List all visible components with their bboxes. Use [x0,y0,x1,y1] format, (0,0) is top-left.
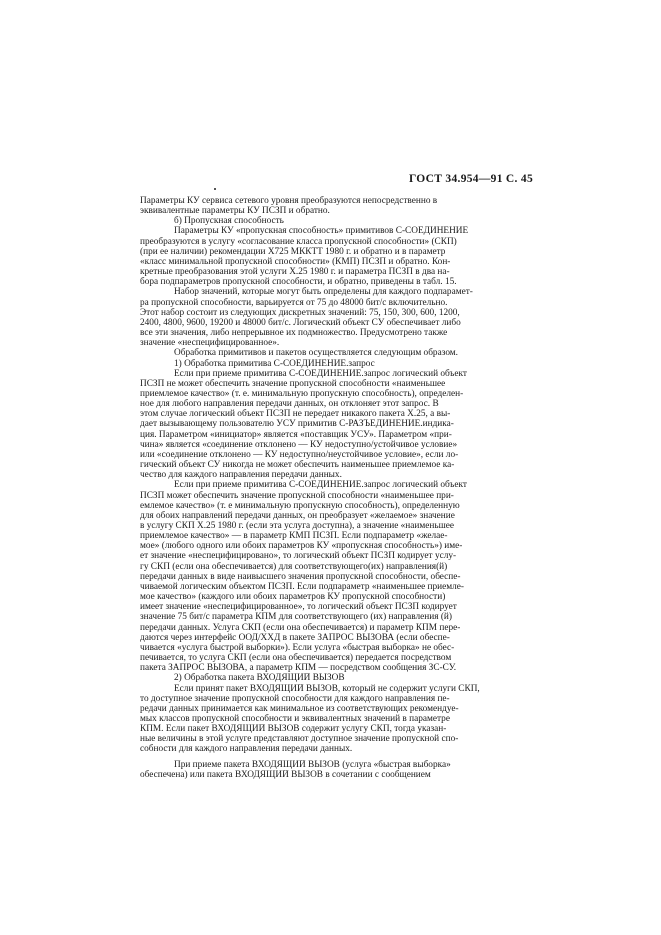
text-line: При приеме пакета ВХОДЯЩИЙ ВЫЗОВ (услуга «быстрая выборка» [174,759,451,770]
text-line: собности для каждого направления передачи данных. [140,744,353,755]
text-line: имеет значение «неспецифицированное», то логический объект ПСЗП кодирует [140,602,457,613]
text-line: гу СКП (если она обеспечивается) для соответствующего(их) направления(й) [140,561,448,572]
text-line: Параметры КУ «пропускная способность» примитивов С-СОЕДИНЕНИЕ [174,226,469,237]
text-line: 2400, 4800, 9600, 19200 и 48000 бит/с. Логический объект СУ обеспечивает либо [140,317,461,328]
text-line: ное для любого направления передачи данных, он отклоняет этот запрос. В [140,399,439,410]
text-line: приемлемое качество» (т. е. минимальную пропускную способность), определен- [140,388,464,399]
document-body [140,196,527,780]
text-line: эквивалентные параметры КУ ПСЗП и обратно. [140,206,330,217]
text-line: Если принят пакет ВХОДЯЩИЙ ВЫЗОВ, который не содержит услуги СКП, [174,683,480,694]
text-line: Если при приеме примитива С-СОЕДИНЕНИЕ.запрос логический объект [174,368,467,379]
text-line: значение 75 бит/с параметра КПМ для соответствующего (их) направления (й) [140,612,452,623]
text-line: Набор значений, которые могут быть определены для каждого подпарамет- [174,287,473,298]
text-line: «класс минимальной пропускной способности» (КМП) ПСЗП и обратно. Кон- [140,256,451,267]
text-line: Обработка примитивов и пакетов осуществляется следующим образом. [174,348,458,359]
text-line: гический объект СУ никогда не может обеспечить наименьшее приемлемое ка- [140,460,455,471]
text-line: передачи данных. Услуга СКП (если она обеспечивается) и параметр КПМ пере- [140,622,461,633]
text-line: этом случае логический объект ПСЗП не передает никакого пакета X.25, а вы- [140,409,451,420]
text-line: кретные преобразования этой услуги Х.25 1980 г. и параметра ПСЗП в два на- [140,267,450,278]
text-line: приемлемое качество» — в параметр КМП ПСЗП. Если подпараметр «желае- [140,531,448,542]
text-line: Если при приеме примитива С-СОЕДИНЕНИЕ.запрос логический объект [174,480,467,491]
speck-mark [214,188,216,190]
text-line: то доступное значение пропускной способности для каждого направления пе- [140,693,450,704]
text-line: емлемое качество» (т. е минимальную пропускную способность), определенную [140,500,460,511]
text-line: б) Пропускная способность [174,216,284,227]
text-line: ПСЗП может обеспечить значение пропускной способности «наименьшее при- [140,490,454,501]
text-line: передачи данных в виде наивысшего значения пропускной способности, обеспе- [140,571,461,582]
text-line: ра пропускной способности, варьируется от 75 до 48000 бит/с включительно. [140,297,448,308]
text-line: дает вызывающему пользователю УСУ примитив С-РАЗЪЕДИНЕНИЕ.индика- [140,419,454,430]
text-line: ные величины в этой услуге представляют доступное значение пропускной спо- [140,734,459,745]
text-line: в услугу СКП Х.25 1980 г. (если эта услуга доступна), а значение «наименьшее [140,521,455,531]
text-line: обеспечена) или пакета ВХОДЯЩИЙ ВЫЗОВ в сочетании с сообщением [140,769,431,780]
text-line: все эти значения, либо непрерывное их подмножество. Предусмотрено также [140,328,448,339]
text-line: редачи данных принимается как минимальное из соответствующих рекомендуе- [140,703,459,714]
text-line: чивается «услуга быстрой выборки»). Если услуга «быстрая выборка» не обес- [140,642,455,653]
text-line: чиваемой логическим объектом ПСЗП. Если подпараметр «наименьшее приемле- [140,581,464,592]
text-line: бора подпараметров пропускной способности, и обратно, приведены в табл. 15. [140,277,457,288]
text-line: значение «неспецифицированное». [140,338,280,349]
text-line: мое» (любого одного или обоих параметров КУ «пропускная способность») име- [140,541,463,552]
text-line: мое качество» (каждого или обоих параметров КУ пропускной способности) [140,592,446,603]
page-header: ГОСТ 34.954—91 С. 45 [408,173,533,185]
text-line: ПСЗП не может обеспечить значение пропускной способности «наименьшее [140,378,446,389]
text-line: ет значение «неспецифицировано», то логический объект ПСЗП кодирует услу- [140,551,457,562]
text-line: 1) Обработка примитива С-СОЕДИНЕНИЕ.запрос [174,358,375,369]
text-line: Этот набор состоит из следующих дискретных значений: 75, 150, 300, 600, 1200, [140,307,460,318]
text-line: чество для каждого направления передачи данных. [140,470,342,481]
text-line: даются через интерфейс ООД/ХХД в пакете ЗАПРОС ВЫЗОВА (если обеспе- [140,632,450,643]
text-line: (при ее наличии) рекомендации X725 МККТТ 1980 г. и обратно и в параметр [140,246,446,257]
text-line: для обоих направлений передачи данных, он преобразует «желаемое» значение [140,510,455,521]
text-line: КПМ. Если пакет ВХОДЯЩИЙ ВЫЗОВ содержит услугу СКП, тогда указан- [140,724,447,735]
text-line: мых классов пропускной способности и эквивалентных значений в параметре [140,713,450,724]
text-line: Параметры КУ сервиса сетевого уровня преобразуются непосредственно в [140,196,438,206]
text-line: чина» является «соединение отклонено — КУ недоступно/устойчивое условие» [140,439,458,450]
text-line: пакета ЗАПРОС ВЫЗОВА, а параметр КПМ — посредством сообщения ЗС-СУ. [140,663,457,674]
text-line: 2) Обработка пакета ВХОДЯЩИЙ ВЫЗОВ [174,673,345,684]
text-line: печивается, то услуга СКП (если она обеспечивается) передается посредством [140,653,452,664]
text-line: ция. Параметром «инициатор» является «поставщик УСУ». Параметром «при- [140,429,452,440]
text-line: или «соединение отклонено — КУ недоступно/неустойчивое условие», если ло- [140,449,459,460]
text-line: преобразуются в услугу «согласование класса пропускной способности» (СКП) [140,236,457,247]
